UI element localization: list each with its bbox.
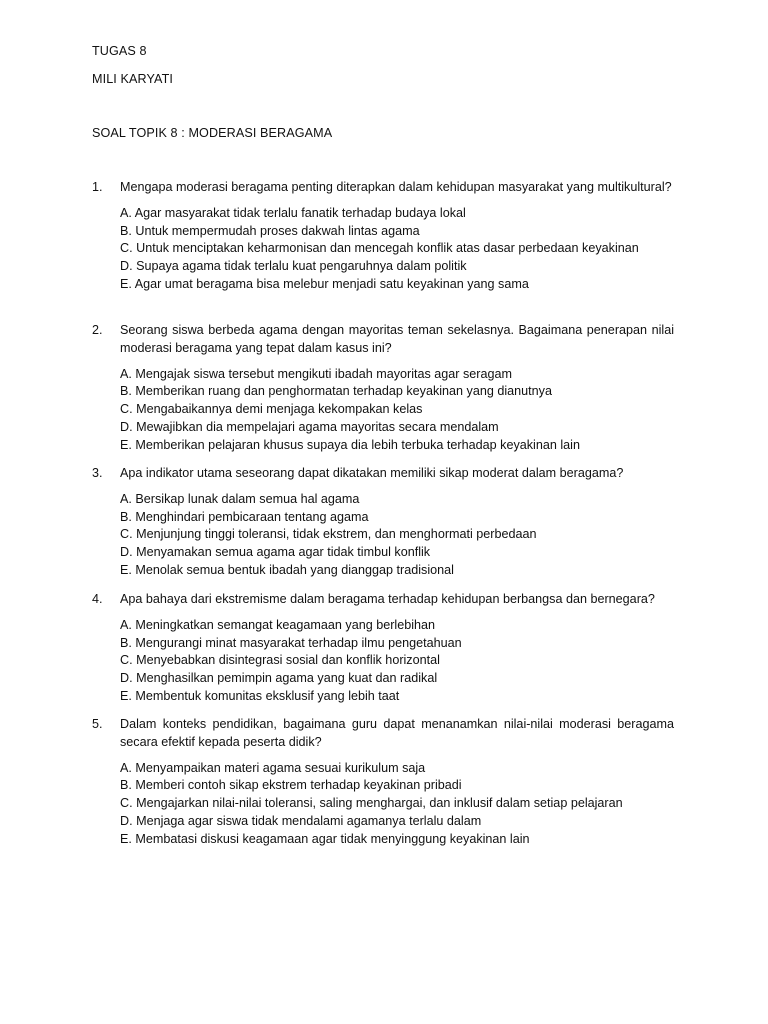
option-d: D. Supaya agama tidak terlalu kuat pengaruhnya dalam politik [120,259,467,274]
option-d: D. Menyamakan semua agama agar tidak timbul konflik [120,545,431,560]
question-text: Apa bahaya dari ekstremisme dalam beragama terhadap kehidupan berbangsa dan bernegara? [120,592,655,606]
question-4 [92,591,674,706]
question-5 [92,716,674,849]
option-a: A. Bersikap lunak dalam semua hal agama [120,491,360,506]
option-a: A. Mengajak siswa tersebut mengikuti ibadah mayoritas agar seragam [120,366,512,381]
option-b: B. Memberikan ruang dan penghormatan terhadap keyakinan yang dianutnya [120,384,552,399]
option-d: D. Menghasilkan pemimpin agama yang kuat dan radikal [120,671,438,686]
question-text: Dalam konteks pendidikan, bagaimana guru dapat menanamkan nilai-nilai moderasi beragama secara efektif kepada peserta didik? [120,717,674,749]
option-list [120,491,674,580]
question-text: Seorang siswa berbeda agama dengan mayoritas teman sekelasnya. Bagaimana penerapan nilai moderasi beragama yang tepat dalam kasus ini? [120,323,674,355]
option-c: C. Untuk menciptakan keharmonisan dan mencegah konflik atas dasar perbedaan keyakinan [120,241,639,256]
option-b: B. Memberi contoh sikap ekstrem terhadap keyakinan pribadi [120,778,462,793]
option-e: E. Membatasi diskusi keagamaan agar tidak menyinggung keyakinan lain [120,831,530,846]
option-a: A. Agar masyarakat tidak terlalu fanatik terhadap budaya lokal [120,205,466,220]
question-number: 3. [92,466,103,480]
question-1 [92,179,674,294]
option-e: E. Membentuk komunitas eksklusif yang lebih taat [120,688,400,703]
question-3 [92,465,674,580]
question-text: Apa indikator utama seseorang dapat dikatakan memiliki sikap moderat dalam beragama? [120,466,624,480]
option-e: E. Menolak semua bentuk ibadah yang dianggap tradisional [120,562,454,577]
question-number: 4. [92,592,103,606]
option-b: B. Menghindari pembicaraan tentang agama [120,509,369,524]
topic-title: SOAL TOPIK 8 : MODERASI BERAGAMA [92,126,333,140]
question-number: 1. [92,180,103,194]
option-c: C. Mengajarkan nilai-nilai toleransi, saling menghargai, dan inklusif dalam setiap pelajaran [120,796,623,811]
option-d: D. Menjaga agar siswa tidak mendalami agamanya terlalu dalam [120,813,482,828]
question-number: 2. [92,323,103,337]
question-number: 5. [92,717,103,731]
option-b: B. Mengurangi minat masyarakat terhadap ilmu pengetahuan [120,635,462,650]
option-a: A. Menyampaikan materi agama sesuai kurikulum saja [120,760,426,775]
option-list [120,205,674,294]
option-c: C. Mengabaikannya demi menjaga kekompakan kelas [120,402,423,417]
option-b: B. Untuk mempermudah proses dakwah lintas agama [120,223,420,238]
assignment-title: TUGAS 8 [92,44,147,58]
option-d: D. Mewajibkan dia mempelajari agama mayoritas secara mendalam [120,419,499,434]
question-2 [92,322,674,455]
question-text: Mengapa moderasi beragama penting diterapkan dalam kehidupan masyarakat yang multikultural? [120,180,672,194]
option-e: E. Agar umat beragama bisa melebur menjadi satu keyakinan yang sama [120,276,529,291]
option-a: A. Meningkatkan semangat keagamaan yang berlebihan [120,617,436,632]
option-e: E. Memberikan pelajaran khusus supaya dia lebih terbuka terhadap keyakinan lain [120,437,580,452]
option-list [120,760,674,849]
student-name: MILI KARYATI [92,72,173,86]
option-c: C. Menjunjung tinggi toleransi, tidak ekstrem, dan menghormati perbedaan [120,527,537,542]
option-c: C. Menyebabkan disintegrasi sosial dan konflik horizontal [120,653,440,668]
option-list [120,617,674,706]
option-list [120,366,674,455]
